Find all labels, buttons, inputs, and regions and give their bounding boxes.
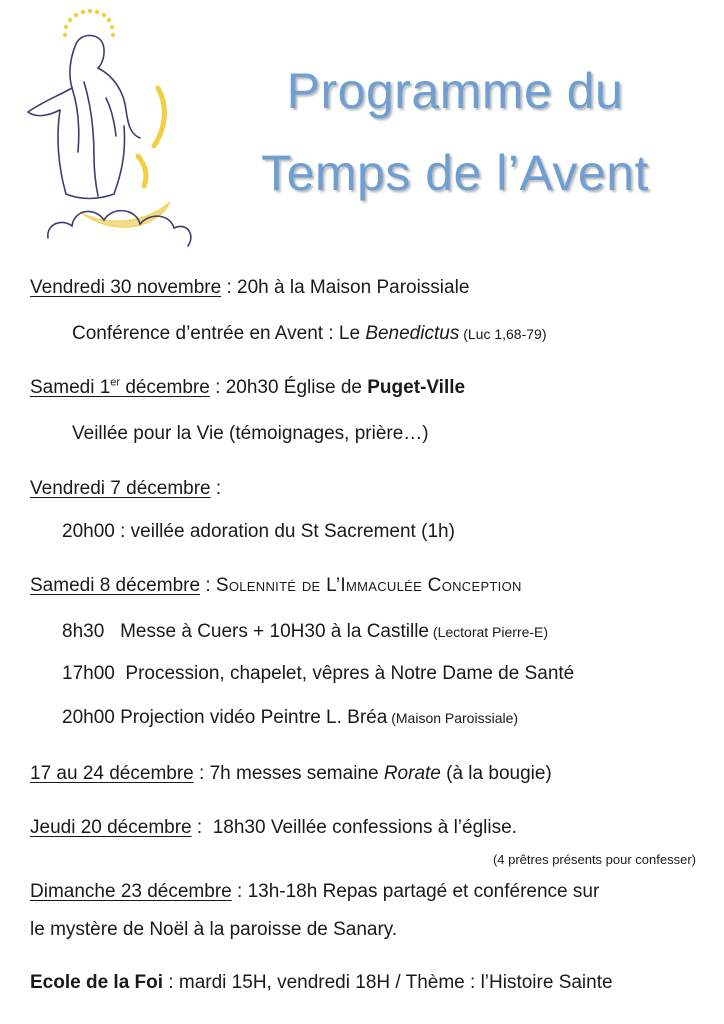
date-post: décembre: [120, 377, 210, 398]
event-23-dec: [30, 880, 599, 904]
event-info: 20h30 Église de: [225, 377, 368, 398]
event-date: Dimanche 23 décembre: [30, 881, 232, 902]
separator: :: [231, 881, 248, 902]
event-7-dec: [30, 477, 221, 501]
event-info-italic: Rorate: [383, 763, 441, 784]
item-text: 8h30 Messe à Cuers + 10H30 à la Castille: [62, 621, 430, 642]
event-info: 20h à la Maison Paroissiale: [237, 277, 470, 298]
page-title-line1: Programme du: [286, 63, 624, 119]
event-date: [30, 377, 210, 398]
virgin-mary-illustration: [18, 6, 198, 258]
event-date: Vendredi 7 décembre: [30, 478, 211, 499]
separator: :: [221, 277, 238, 298]
separator: :: [191, 817, 213, 838]
date-sup: er: [110, 376, 121, 389]
item-note: (Maison Paroissiale): [387, 710, 519, 726]
event-23-dec-line2: le mystère de Noël à la paroisse de Sanary.: [30, 919, 398, 940]
halo-stars: [63, 9, 115, 37]
event-1-dec: [30, 376, 465, 400]
event-info: 18h30 Veillée confessions à l’église.: [212, 817, 517, 838]
page-title-line2: Temps de l’Avent: [261, 145, 649, 201]
event-8-dec-item: [62, 662, 574, 686]
event-date: Samedi 8 décembre: [30, 575, 201, 596]
event-info: 13h-18h Repas partagé et conférence sur: [247, 881, 600, 902]
event-location: Puget-Ville: [367, 377, 466, 398]
separator: :: [163, 972, 179, 993]
separator: :: [209, 377, 226, 398]
ecole-de-la-foi: [30, 971, 613, 995]
date-pre: Samedi 1: [30, 377, 111, 398]
event-label: Ecole de la Foi: [30, 972, 164, 993]
detail-reference: (Luc 1,68-79): [459, 326, 547, 342]
event-date: Jeudi 20 décembre: [30, 817, 192, 838]
separator: :: [193, 763, 210, 784]
event-info: 7h messes semaine: [209, 763, 384, 784]
detail-text: Conférence d’entrée en Avent : Le: [72, 323, 366, 344]
light-rays: [138, 88, 164, 186]
event-date: 17 au 24 décembre: [30, 763, 194, 784]
event-8-dec-item: [62, 706, 518, 730]
event-17-24-dec: [30, 762, 552, 786]
event-info-post: (à la bougie): [440, 763, 552, 784]
event-20-dec-note: (4 prêtres présents pour confesser): [492, 852, 696, 867]
separator: :: [200, 575, 216, 596]
detail-italic: Benedictus: [365, 323, 460, 344]
event-30-nov: [30, 276, 469, 300]
mary-outline: [28, 35, 140, 198]
event-30-nov-detail: [72, 322, 547, 346]
event-1-dec-detail: Veillée pour la Vie (témoignages, prière…): [72, 423, 429, 444]
separator: :: [210, 478, 222, 499]
item-note: (Lectorat Pierre-E): [429, 624, 549, 640]
event-8-dec: [30, 574, 522, 598]
event-7-dec-detail: 20h00 : veillée adoration du St Sacrement (1h): [62, 521, 455, 542]
item-text: 17h00 Procession, chapelet, vêpres à Notre Dame de Santé: [62, 663, 575, 684]
event-info: mardi 15H, vendredi 18H / Thème : l’Histoire Sainte: [178, 972, 613, 993]
solemnity-title: Solennité de L’Immaculée Conception: [215, 575, 522, 596]
item-text: 20h00 Projection vidéo Peintre L. Bréa: [62, 707, 388, 728]
event-20-dec: [30, 816, 517, 840]
event-8-dec-item: [62, 620, 548, 644]
cloud-outline: [48, 211, 191, 246]
crescent-moon: [80, 202, 170, 227]
event-date: Vendredi 30 novembre: [30, 277, 222, 298]
